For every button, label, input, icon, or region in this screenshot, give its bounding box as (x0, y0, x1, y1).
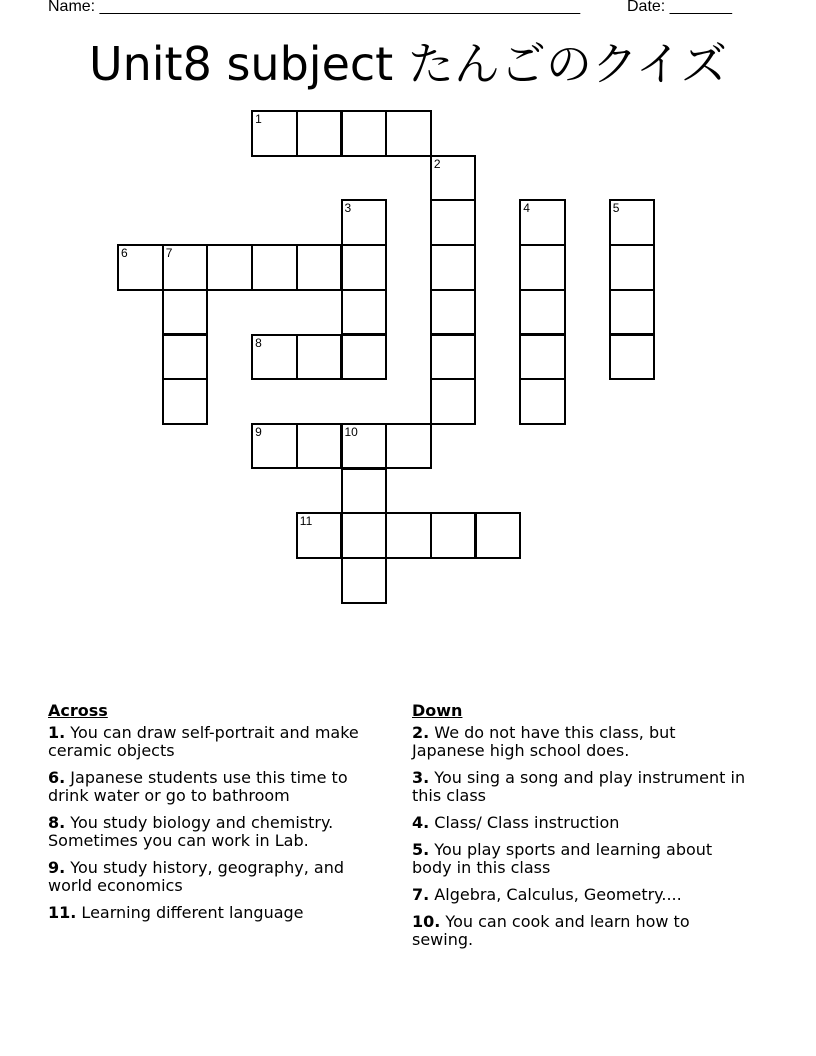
grid-cell[interactable] (296, 244, 343, 291)
clue-text: You can cook and learn how to sewing. (412, 912, 690, 949)
grid-cell[interactable] (430, 199, 477, 246)
grid-cell[interactable] (430, 378, 477, 425)
grid-cell[interactable] (430, 244, 477, 291)
across-clue (48, 769, 388, 805)
clue-text: You play sports and learning about body in this class (412, 840, 713, 877)
grid-cell[interactable] (385, 110, 432, 157)
across-clue (48, 814, 388, 850)
clue-number: 5 (612, 201, 620, 216)
across-clue-list (48, 724, 388, 922)
clue-number: 3 (344, 201, 352, 216)
clue-number: 3. (412, 768, 430, 787)
clue-text: Learning different language (76, 903, 304, 922)
down-clue (412, 769, 752, 805)
clue-number: 1. (48, 723, 66, 742)
grid-cell-3[interactable] (341, 199, 388, 246)
down-clues (412, 702, 752, 958)
page-title: Unit8 subject たんごのクイズ (88, 37, 728, 91)
grid-cell-8[interactable] (251, 334, 298, 381)
down-clue (412, 724, 752, 760)
clue-text: You sing a song and play instrument in this class (412, 768, 746, 805)
clue-text: You study biology and chemistry. Sometimes you can work in Lab. (48, 813, 334, 850)
grid-cell[interactable] (519, 244, 566, 291)
name-field-label: Name: ______________________________________________________ (48, 0, 581, 15)
clue-number: 10 (344, 424, 358, 439)
down-clue-list (412, 724, 752, 949)
grid-cell[interactable] (385, 423, 432, 470)
clue-number: 2 (433, 156, 441, 171)
clue-number: 5. (412, 840, 430, 859)
grid-cell[interactable] (296, 423, 343, 470)
clue-text: You study history, geography, and world economics (48, 858, 344, 895)
grid-cell[interactable] (341, 512, 388, 559)
clue-number: 6. (48, 768, 66, 787)
grid-cell-11[interactable] (296, 512, 343, 559)
grid-cell-4[interactable] (519, 199, 566, 246)
grid-cell[interactable] (430, 289, 477, 336)
grid-cell-9[interactable] (251, 423, 298, 470)
across-clue (48, 724, 388, 760)
clue-number: 4 (523, 201, 530, 216)
down-clue (412, 913, 752, 949)
grid-cell[interactable] (519, 334, 566, 381)
grid-cell-2[interactable] (430, 155, 477, 202)
grid-cell[interactable] (341, 334, 388, 381)
grid-cell-10[interactable] (341, 423, 388, 470)
grid-cell[interactable] (341, 289, 388, 336)
grid-cell-6[interactable] (117, 244, 164, 291)
clue-text: We do not have this class, but Japanese high school does. (412, 723, 676, 760)
grid-cell[interactable] (341, 557, 388, 604)
grid-cell[interactable] (609, 289, 656, 336)
grid-cell[interactable] (475, 512, 522, 559)
clue-text: Algebra, Calculus, Geometry.... (429, 885, 682, 904)
down-clue (412, 814, 752, 832)
grid-cell-7[interactable] (162, 244, 209, 291)
grid-cell[interactable] (162, 378, 209, 425)
clue-number: 9. (48, 858, 66, 877)
clue-number: 4. (412, 813, 430, 832)
grid-cell[interactable] (251, 244, 298, 291)
clue-number: 11. (48, 903, 77, 922)
down-clue (412, 841, 752, 877)
down-clue (412, 886, 752, 904)
grid-cell[interactable] (430, 512, 477, 559)
clue-number: 2. (412, 723, 430, 742)
across-heading: Across (48, 701, 108, 720)
clue-number: 8. (48, 813, 66, 832)
grid-cell[interactable] (519, 289, 566, 336)
clue-text: Class/ Class instruction (429, 813, 620, 832)
clue-number: 1 (255, 112, 262, 126)
date-field-label: Date: _______ (627, 0, 732, 15)
grid-cell[interactable] (341, 244, 388, 291)
grid-cell[interactable] (385, 512, 432, 559)
grid-cell[interactable] (296, 110, 343, 157)
across-clues (48, 702, 388, 931)
grid-cell[interactable] (162, 334, 209, 381)
grid-cell[interactable] (609, 334, 656, 381)
clue-text: You can draw self-portrait and make ceramic objects (48, 723, 359, 760)
grid-cell[interactable] (519, 378, 566, 425)
clue-number: 11 (299, 514, 313, 529)
down-heading: Down (412, 701, 463, 720)
grid-cell[interactable] (162, 289, 209, 336)
clue-number: 9 (255, 424, 262, 439)
grid-cell[interactable] (341, 110, 388, 157)
grid-cell-1[interactable] (251, 110, 298, 157)
across-clue (48, 859, 388, 895)
clue-number: 7 (165, 246, 173, 261)
clue-number: 7. (412, 885, 430, 904)
grid-cell[interactable] (609, 244, 656, 291)
grid-cell-5[interactable] (609, 199, 656, 246)
across-clue (48, 904, 388, 922)
clue-number: 6 (121, 246, 128, 261)
grid-cell[interactable] (430, 334, 477, 381)
clue-text: Japanese students use this time to drink water or go to bathroom (48, 768, 348, 805)
grid-cell[interactable] (296, 334, 343, 381)
clue-number: 8 (255, 335, 262, 350)
grid-cell[interactable] (206, 244, 253, 291)
clue-number: 10. (412, 912, 441, 931)
grid-cell[interactable] (341, 468, 388, 515)
